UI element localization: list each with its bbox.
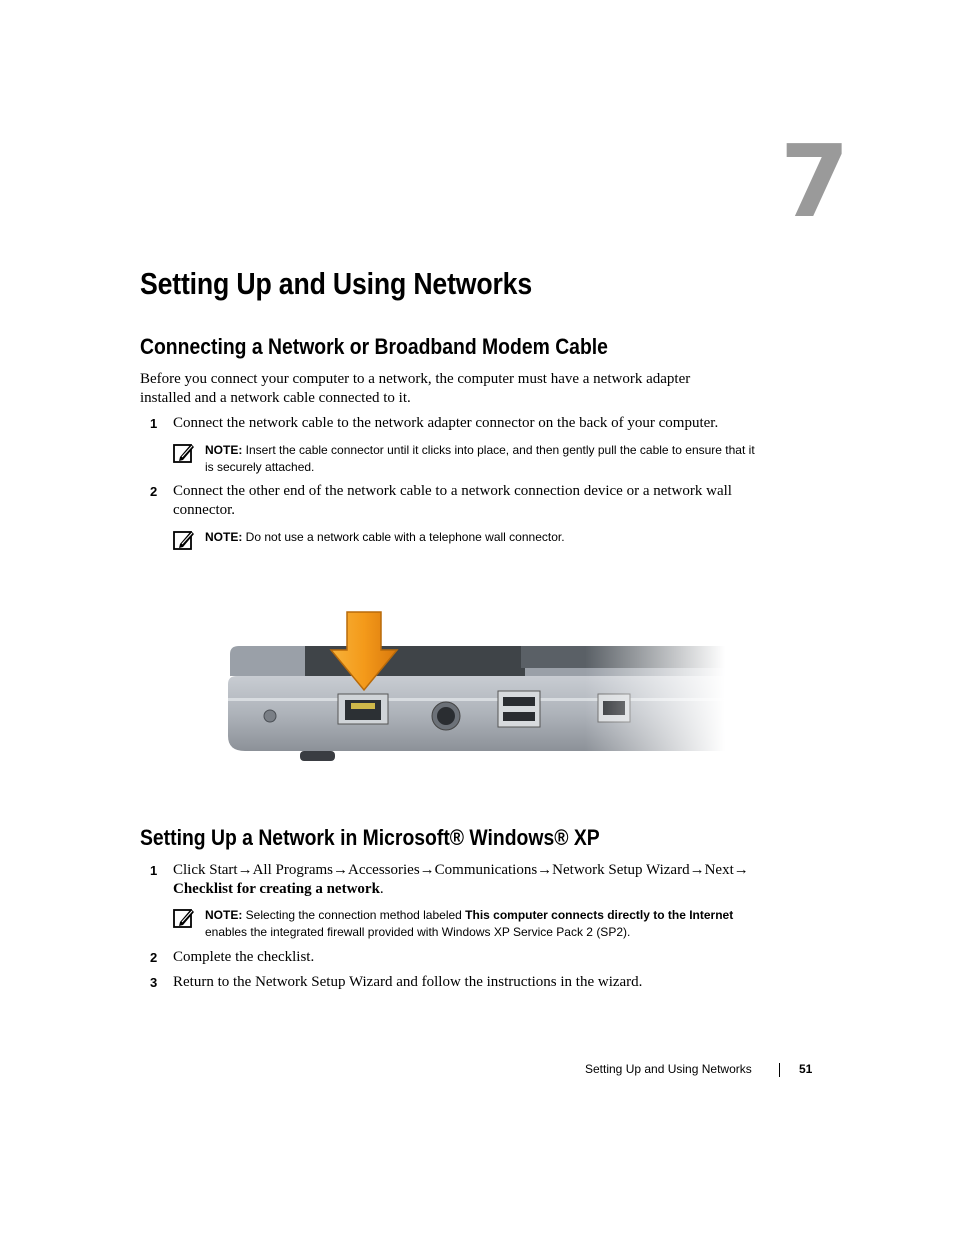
step-text: Complete the checklist. bbox=[173, 949, 315, 965]
period: . bbox=[379, 881, 384, 897]
note-block bbox=[173, 529, 565, 546]
menu-path-all-programs: All Programs bbox=[252, 862, 334, 878]
menu-path-start: Start bbox=[209, 862, 238, 878]
note-block bbox=[173, 442, 755, 476]
chapter-number: 7 bbox=[780, 123, 850, 240]
step-number: 1 bbox=[150, 416, 158, 431]
note-block bbox=[173, 907, 733, 941]
menu-path-next: Next bbox=[704, 862, 734, 878]
menu-path-network-setup-wizard: Network Setup Wizard bbox=[552, 862, 690, 878]
step-text: Connect the network cable to the network adapter connector on the back of your computer. bbox=[173, 415, 719, 431]
step-text-line2: connector. bbox=[173, 502, 236, 518]
footer-divider bbox=[779, 1063, 780, 1077]
menu-path-accessories: Accessories bbox=[348, 862, 420, 878]
note-text-line2: enables the integrated firewall provided with Windows XP Service Pack 2 (SP2). bbox=[205, 925, 631, 939]
step-text: Return to the Network Setup Wizard and follow the instructions in the wizard. bbox=[173, 974, 643, 990]
step-number: 2 bbox=[150, 950, 158, 965]
step-number: 3 bbox=[150, 975, 158, 990]
step-number: 2 bbox=[150, 484, 158, 499]
arrow-glyph: → bbox=[237, 862, 253, 878]
arrow-glyph: → bbox=[333, 862, 349, 878]
menu-path-communications: Communications bbox=[434, 862, 538, 878]
note-text: Do not use a network cable with a telephone wall connector. bbox=[242, 530, 565, 544]
laptop-back-panel-illustration bbox=[225, 606, 725, 766]
note-label: NOTE: bbox=[205, 530, 243, 544]
footer-section-title: Setting Up and Using Networks bbox=[585, 1062, 752, 1076]
page-title: Setting Up and Using Networks bbox=[140, 266, 532, 301]
section-heading-windows-xp: Setting Up a Network in Microsoft® Windows® XP bbox=[140, 825, 600, 850]
section1-intro bbox=[140, 370, 690, 408]
note-text: Selecting the connection method labeled bbox=[242, 908, 466, 922]
page-number: 51 bbox=[799, 1062, 813, 1076]
arrow-glyph: → bbox=[689, 862, 705, 878]
step-number: 1 bbox=[150, 863, 158, 878]
note-label: NOTE: bbox=[205, 443, 243, 457]
intro-line-1: Before you connect your computer to a network, the computer must have a network adapter bbox=[140, 371, 691, 387]
arrow-glyph: → bbox=[733, 862, 749, 878]
note-bold-option: This computer connects directly to the Internet bbox=[465, 908, 734, 922]
menu-path-checklist: Checklist for creating a network bbox=[173, 881, 380, 897]
note-text-line2: is securely attached. bbox=[205, 460, 315, 474]
section-heading-connecting: Connecting a Network or Broadband Modem Cable bbox=[140, 334, 608, 359]
note-text: Insert the cable connector until it clicks into place, and then gently pull the cable to ensure that it bbox=[242, 443, 755, 457]
note-pencil-icon bbox=[173, 907, 195, 929]
note-pencil-icon bbox=[173, 442, 195, 464]
step-text-click: Click bbox=[173, 862, 210, 878]
intro-line-2: installed and a network cable connected to it. bbox=[140, 390, 411, 406]
note-label: NOTE: bbox=[205, 908, 243, 922]
arrow-glyph: → bbox=[537, 862, 553, 878]
arrow-glyph: → bbox=[419, 862, 435, 878]
note-pencil-icon bbox=[173, 529, 195, 551]
step-text bbox=[173, 482, 732, 520]
step-text bbox=[173, 861, 783, 899]
step-text-line1: Connect the other end of the network cable to a network connection device or a network wall bbox=[173, 483, 732, 499]
